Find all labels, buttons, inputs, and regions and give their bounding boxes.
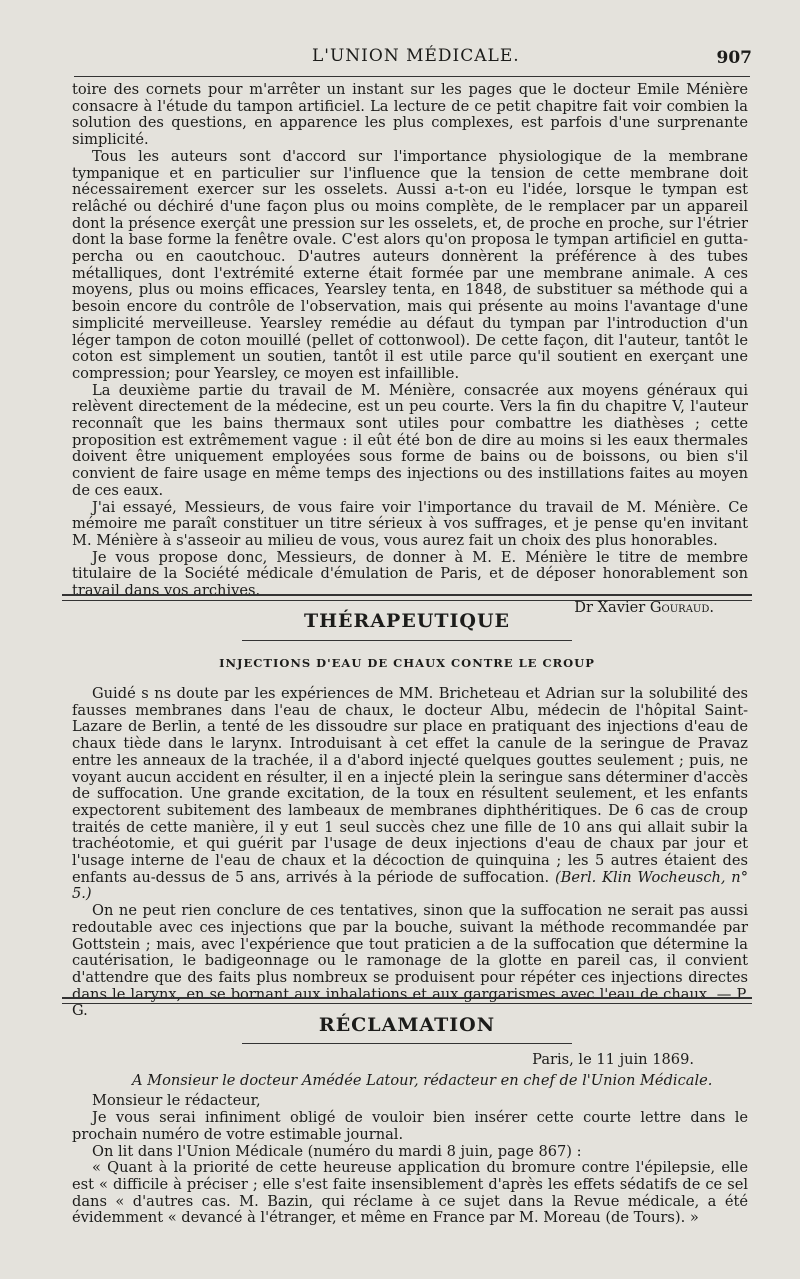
- paragraph: On lit dans l'Union Médicale (numéro du mardi 8 juin, page 867) :: [92, 1142, 582, 1160]
- section-divider: [62, 594, 752, 601]
- page-header: [62, 46, 752, 72]
- addressee: A Monsieur le docteur Amédée Latour, rédacteur en chef de l'Union Médicale.: [132, 1071, 713, 1089]
- article-review-body: [72, 82, 748, 617]
- page-number: 907: [716, 48, 752, 68]
- letter-body: [72, 1052, 748, 1227]
- section-divider: [62, 997, 752, 1004]
- paragraph: toire des cornets pour m'arrêter un instant sur les pages que le docteur Emile Ménière consacre à l'étude du tampon artificiel. La lecture de ce petit chapitre fait voir combien la solution des questions, en apparence les plus complexes, est parfois d'une surprenante simplicité.: [72, 81, 748, 149]
- title-underline: [242, 640, 572, 641]
- signature: Dr Xavier Gouraud.: [574, 598, 714, 616]
- quotation: « Quant à la priorité de cette heureuse application du bromure contre l'épilepsie, elle est « difficile à préciser ; elle s'est faite insensiblement d'après les effets sédatifs de ce sel dans « d'autres cas. M. Bazin, qui réclame à ce sujet dans la Revue médicale, a été évidemment « devancé à l'étranger, et même en France par M. Moreau (de Tours). »: [72, 1159, 748, 1227]
- journal-page: [62, 0, 752, 1279]
- paragraph: Je vous propose donc, Messieurs, de donner à M. E. Ménière le titre de membre titulaire de la Société médicale d'émulation de Paris, et de déposer honorablement son travail dans vos archives.: [72, 548, 748, 600]
- paragraph: Guidé s ns doute par les expériences de MM. Bricheteau et Adrian sur la solubilité des fausses membranes dans l'eau de chaux, le docteur Albu, médecin de l'hôpital Saint-Lazare de Berlin, a tenté de les dissoudre sur place en pratiquant des injections d'eau de chaux tiède dans le larynx. Introduisant à cet effet la canule de la seringue de Pravaz entre les anneaux de la trachée, il a d'abord injecté quelques gouttes seulement ; puis, ne voyant aucun accident en résulter, il en a injecté plein la seringue sans déterminer d'accès de suffocation. Une grande excitation, de la toux en résultent seulement, et les enfants expectorent subitement des lambeaux de membranes diphthéritiques. De 6 cas de croup traités de cette manière, il y eut 1 seul succès chez une fille de 10 ans qui allait subir la trachéotomie, et qui guérit par l'usage de deux injections d'eau de chaux par jour et l'usage interne de l'eau de chaux et la décoction de quinquina ; les 5 autres étaient des enfants au-dessus de 5 ans, arrivés à la période de suffocation. (Berl. Klin Wocheusch, n° 5.): [72, 685, 749, 903]
- journal-title: L'UNION MÉDICALE.: [312, 46, 520, 66]
- citation: (Berl. Klin Wocheusch, n° 5.): [72, 868, 749, 903]
- article-croup-body: [72, 686, 748, 1020]
- header-rule: [74, 76, 750, 77]
- paragraph: La deuxième partie du travail de M. Ménière, consacrée aux moyens généraux qui relèvent directement de la médecine, est un peu courte. Vers la fin du chapitre V, l'auteur reconnaît que les bains thermaux sont utiles pour combattre les diathèses ; cette proposition est extrêmement vague : il eût été bon de dire au moins si les eaux thermales doivent être uniquement employées sous forme de bains ou de boissons, ou bien s'il convient de faire usage en même temps des injections ou des instillations faites au moyen de ces eaux.: [72, 381, 748, 499]
- paragraph: Tous les auteurs sont d'accord sur l'importance physiologique de la membrane tympanique et en particulier sur l'influence que la tension de cette membrane doit nécessairement exercer sur les osselets. Aussi a-t-on eu l'idée, lorsque le tympan est relâché ou déchiré d'une façon plus ou moins complète, de le remplacer par un appareil dont la présence exerçât une pression sur les osselets, et, de proche en proche, sur l'étrier dont la base forme la fenêtre ovale. C'est alors qu'on proposa le tympan artificiel en gutta-percha ou en caoutchouc. D'autres auteurs donnèrent la préférence à des tubes métalliques, dont l'extrémité externe était formée par une membrane animale. A ces moyens, plus ou moins efficaces, Yearsley tenta, en 1848, de substituer sa méthode qui a besoin encore du contrôle de l'observation, mais qui présente au moins l'avantage d'une simplicité merveilleuse. Yearsley remédie au défaut du tympan par l'introduction d'un léger tampon de coton mouillé (pellet of cottonwool). De cette façon, dit l'auteur, tantôt le coton est simplement un soutien, tantôt il est utile parce qu'il soutient en exerçant une compression; pour Yearsley, ce moyen est infaillible.: [72, 147, 748, 382]
- paragraph: J'ai essayé, Messieurs, de vous faire voir l'importance du travail de M. Ménière. Ce mémoire me paraît constituer un titre sérieux à vos suffrages, et je pense qu'en invitant M. Ménière à s'asseoir au milieu de vous, vous aurez fait un choix des plus honorables.: [72, 498, 748, 549]
- dateline: Paris, le 11 juin 1869.: [532, 1051, 694, 1068]
- salutation: Monsieur le rédacteur,: [92, 1092, 261, 1110]
- article-subtitle: INJECTIONS D'EAU DE CHAUX CONTRE LE CROUP: [219, 656, 595, 670]
- section-title-therapeutique: THÉRAPEUTIQUE: [303, 610, 511, 632]
- title-underline: [242, 1043, 572, 1044]
- section-title-reclamation: RÉCLAMATION: [318, 1014, 496, 1036]
- paragraph: Je vous serai infiniment obligé de vouloir bien insérer cette courte lettre dans le prochain numéro de votre estimable journal.: [72, 1109, 748, 1143]
- paragraph: On ne peut rien conclure de ces tentatives, sinon que la suffocation ne serait pas aussi redoutable avec ces injections que par la bouche, suivant la méthode recommandée par Gottstein ; mais, avec l'expérience que tout praticien a de la suffocation que détermine la cautérisation, le badigeonnage ou le ramonage de la glotte en pareil cas, il convient d'attendre que des faits plus nombreux se produisent pour répéter ces injections directes dans le larynx, en se bornant aux inhalations et aux gargarismes avec l'eau de chaux. — P. G.: [72, 902, 748, 1020]
